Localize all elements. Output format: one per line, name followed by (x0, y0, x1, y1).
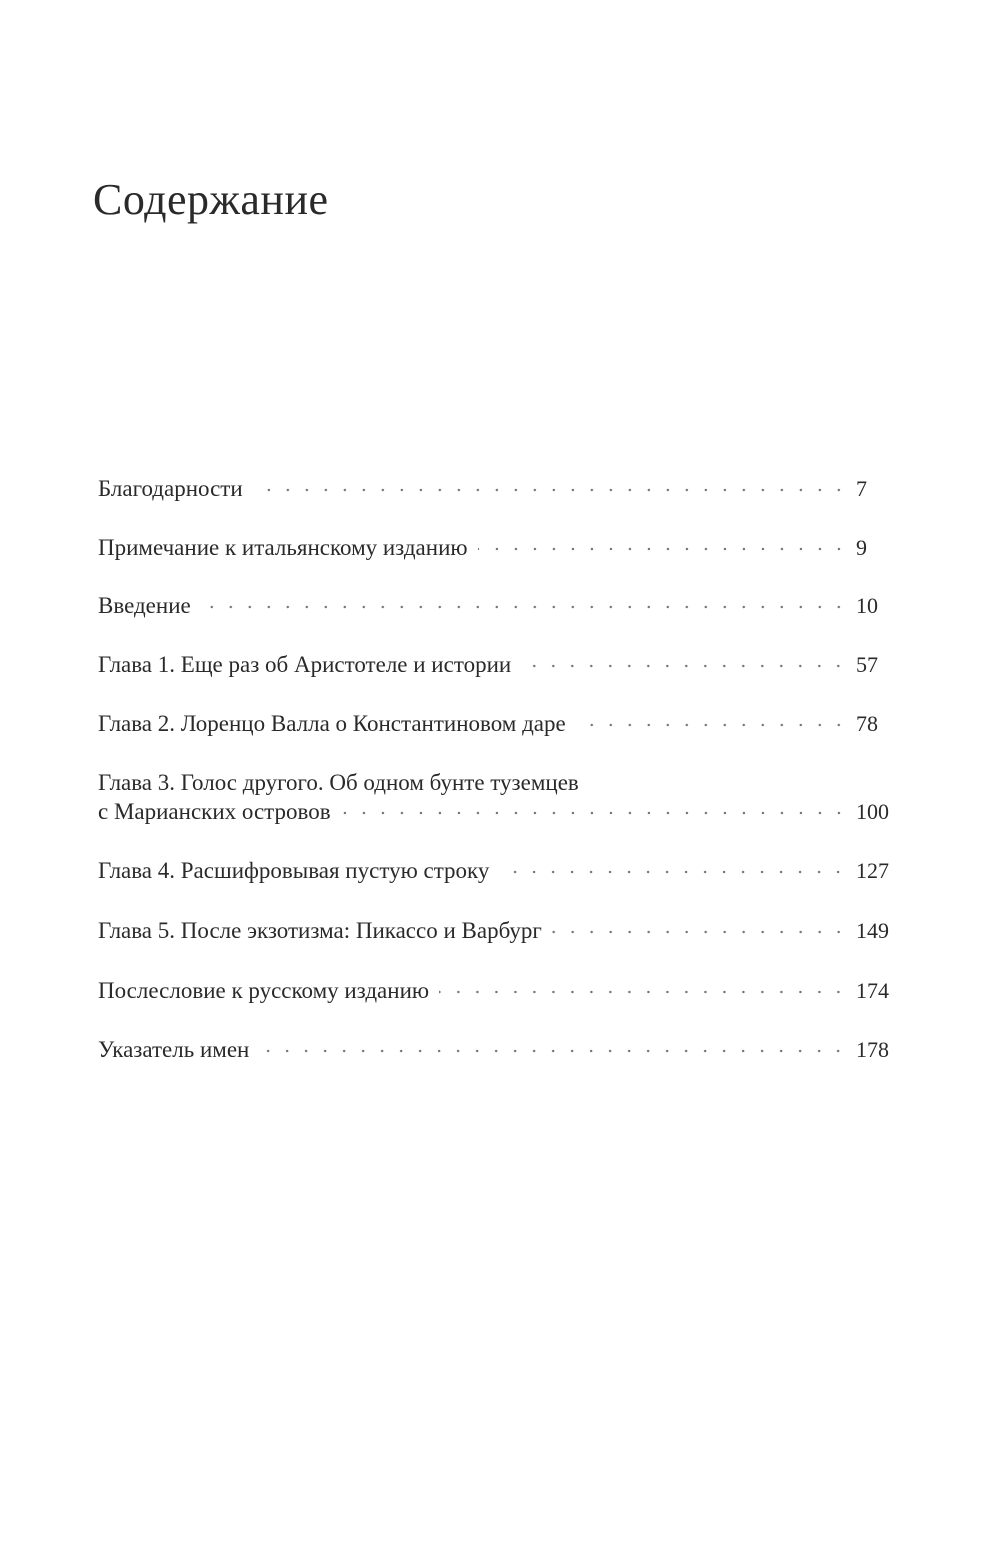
dot-leader (201, 605, 848, 609)
toc-entry-page: 100 (856, 799, 889, 824)
toc-entry-page: 9 (856, 535, 867, 560)
dot-leader (521, 664, 848, 668)
toc-entry-page: 78 (856, 711, 878, 736)
toc-entry[interactable] (98, 650, 898, 679)
dot-leader (499, 870, 848, 874)
toc-entry-title: Глава 2. Лоренцо Валла о Константиновом даре (98, 711, 566, 736)
toc-entry-title: Глава 5. После экзотизма: Пикассо и Варбург (98, 918, 542, 943)
toc-entry-title: Указатель имен (98, 1037, 250, 1062)
page-title: Содержание (93, 175, 329, 224)
dot-leader (253, 488, 848, 492)
toc-entry-title: Послесловие к русскому изданию (98, 978, 430, 1003)
toc-entry-title: Глава 4. Расшифровывая пустую строку (98, 858, 490, 883)
dot-leader (552, 930, 848, 934)
dot-leader (259, 1049, 848, 1053)
dot-leader (341, 811, 848, 815)
toc-entry[interactable] (98, 474, 898, 503)
toc-entry-title: Глава 1. Еще раз об Аристотеле и истории (98, 652, 512, 677)
dot-leader (478, 547, 848, 551)
toc-entry-page: 174 (856, 978, 889, 1003)
toc-entry-title: Примечание к итальянскому изданию (98, 535, 468, 560)
dot-leader (439, 990, 848, 994)
toc-entry-title: Глава 3. Голос другого. Об одном бунте туземцев (98, 770, 579, 795)
toc-entry[interactable] (98, 1035, 898, 1064)
toc-entry-page: 149 (856, 918, 889, 943)
toc-entry-page: 10 (856, 593, 878, 618)
toc-entry-page: 127 (856, 858, 889, 883)
toc-entry[interactable] (98, 533, 898, 562)
dot-leader (576, 723, 848, 727)
toc-entry-page: 57 (856, 652, 878, 677)
toc-entry[interactable] (98, 709, 898, 738)
toc-entry-page: 7 (856, 476, 867, 501)
toc-entry[interactable] (98, 591, 898, 620)
toc-entry-title-continued: с Марианских островов (98, 799, 331, 824)
toc-entry-title: Благодарности (98, 476, 243, 501)
toc-entry-title: Введение (98, 593, 191, 618)
toc-entry-page: 178 (856, 1037, 889, 1062)
toc-entry[interactable] (98, 916, 898, 945)
toc-entry[interactable] (98, 976, 898, 1005)
toc-entry[interactable] (98, 856, 898, 885)
toc-entry[interactable] (98, 768, 898, 826)
